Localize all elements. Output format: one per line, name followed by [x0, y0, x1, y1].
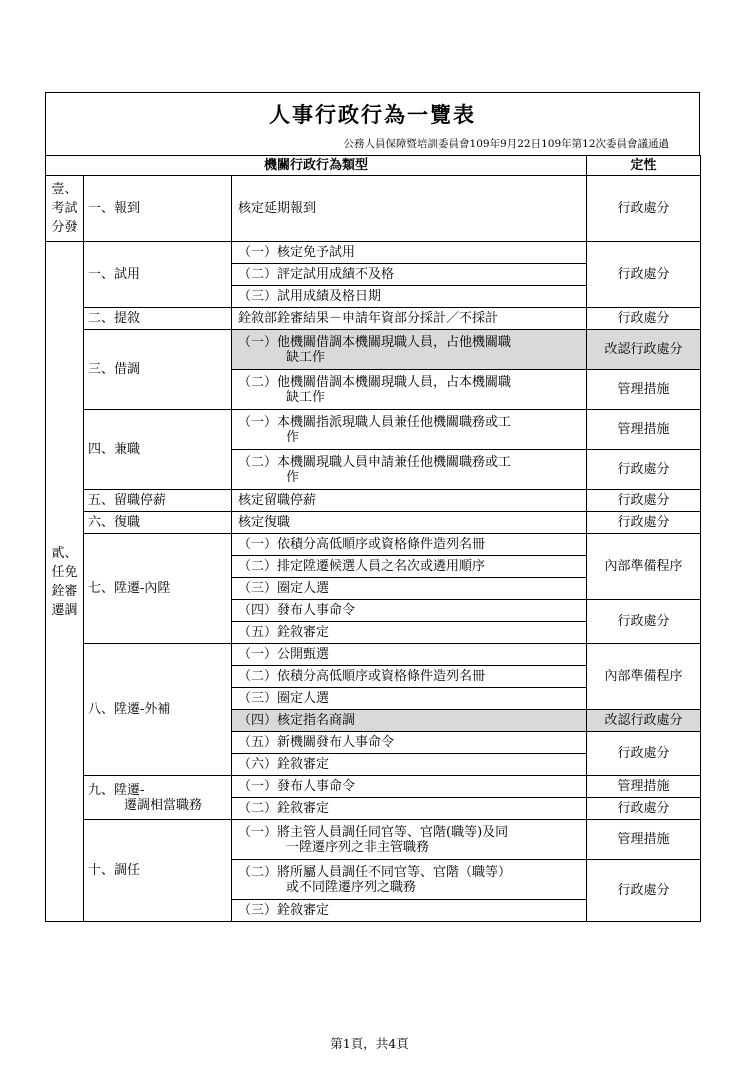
action-text: （一）公開甄選 — [238, 647, 330, 662]
table-header-row — [46, 156, 701, 176]
nature-cell: 行政處分 — [587, 512, 701, 534]
action-text: 核定延期報到 — [238, 201, 317, 216]
subcategory-label: 二、提敘 — [88, 311, 141, 326]
action-cell — [232, 410, 587, 450]
action-cell — [232, 286, 587, 308]
header-type: 機關行政行為類型 — [46, 156, 587, 176]
category-label: 壹、 — [51, 182, 78, 197]
nature-cell: 管理措施 — [587, 370, 701, 410]
action-cell — [232, 578, 587, 600]
action-text: （三）試用成績及格日期 — [238, 289, 382, 304]
table-row — [46, 308, 701, 330]
category-label: 貳、 — [51, 545, 78, 561]
subcategory-cell — [84, 820, 232, 922]
action-cell — [232, 370, 587, 410]
nature-cell: 行政處分 — [587, 490, 701, 512]
admin-actions-table — [45, 155, 701, 922]
action-text: （一）發布人事命令 — [238, 779, 356, 794]
nature-cell: 行政處分 — [587, 308, 701, 330]
action-text-cont: 作 — [286, 469, 300, 485]
nature-cell: 管理措施 — [587, 410, 701, 450]
action-cell — [232, 798, 587, 820]
action-cell — [232, 900, 587, 922]
nature-cell: 行政處分 — [587, 242, 701, 308]
category-label: 遷調 — [51, 602, 78, 618]
document-sheet — [45, 92, 700, 922]
action-text: （四）核定指名商調 — [238, 713, 356, 728]
action-text: （三）銓敘審定 — [238, 903, 330, 918]
title-box — [45, 92, 700, 155]
action-cell — [232, 666, 587, 688]
action-cell — [232, 776, 587, 798]
action-text: （五）新機關發布人事命令 — [238, 735, 395, 750]
action-text: （二）排定陞遷候選人員之名次或遴用順序 — [238, 559, 486, 574]
nature-cell: 行政處分 — [587, 798, 701, 820]
subcategory-cell — [84, 410, 232, 490]
action-cell — [232, 264, 587, 286]
category-label: 分發 — [51, 220, 78, 235]
table-row — [46, 410, 701, 450]
action-cell — [232, 732, 587, 754]
table-row — [46, 820, 701, 860]
category-label: 任免 — [51, 564, 78, 580]
action-text: （一）依積分高低順序或資格條件造列名冊 — [238, 537, 486, 552]
subcategory-label: 七、陞遷-內陞 — [88, 581, 171, 596]
table-row — [46, 512, 701, 534]
action-cell — [232, 242, 587, 264]
page-subtitle: 公務人員保障暨培訓委員會109年9月22日109年第12次委員會議通過 — [343, 138, 669, 150]
action-cell — [232, 490, 587, 512]
action-text-cont: 缺工作 — [286, 349, 326, 365]
subcategory-cell — [84, 330, 232, 410]
action-cell — [232, 688, 587, 710]
subcategory-label: 九、陞遷- — [88, 782, 145, 798]
action-text: （六）銓敘審定 — [238, 757, 330, 772]
action-text: 核定留職停薪 — [238, 493, 317, 508]
action-text: （二）他機關借調本機關現職人員，占本機關職 — [238, 374, 512, 390]
nature-cell: 管理措施 — [587, 776, 701, 798]
action-text: （四）發布人事命令 — [238, 603, 356, 618]
action-cell — [232, 644, 587, 666]
table-row — [46, 490, 701, 512]
category-label: 考試 — [51, 201, 78, 216]
subcategory-cell — [84, 644, 232, 776]
header-nature: 定性 — [587, 156, 701, 176]
table-row — [46, 644, 701, 666]
action-text-cont: 或不同陞遷序列之職務 — [286, 879, 417, 895]
action-cell — [232, 512, 587, 534]
subcategory-label: 四、兼職 — [88, 442, 141, 457]
action-text-cont: 一陞遷序列之非主管職務 — [286, 839, 430, 855]
category-label: 銓審 — [51, 583, 78, 599]
action-cell — [232, 556, 587, 578]
subcategory-label: 八、陞遷-外補 — [88, 702, 171, 717]
subcategory-cell — [84, 176, 232, 242]
action-cell — [232, 534, 587, 556]
action-text: （二）依積分高低順序或資格條件造列名冊 — [238, 669, 486, 684]
table-row — [46, 176, 701, 242]
action-text: （二）將所屬人員調任不同官等、官階（職等） — [238, 864, 512, 880]
nature-cell: 改認行政處分 — [587, 330, 701, 370]
action-text: （二）評定試用成績不及格 — [238, 267, 395, 282]
nature-cell: 行政處分 — [587, 176, 701, 242]
action-text: （一）將主管人員調任同官等、官階(職等)及同 — [238, 824, 509, 840]
subcategory-cell — [84, 534, 232, 644]
action-text: （二）銓敘審定 — [238, 801, 330, 816]
subcategory-label: 六、復職 — [88, 515, 141, 530]
table-row — [46, 242, 701, 264]
subcategory-cell — [84, 308, 232, 330]
nature-cell: 內部準備程序 — [587, 644, 701, 710]
nature-cell: 行政處分 — [587, 600, 701, 644]
subcategory-cell — [84, 490, 232, 512]
subcategory-cell — [84, 776, 232, 820]
subcategory-label: 五、留職停薪 — [88, 493, 167, 508]
table-row — [46, 330, 701, 370]
action-text: （一）核定免予試用 — [238, 245, 356, 260]
action-cell — [232, 176, 587, 242]
nature-cell: 行政處分 — [587, 450, 701, 490]
page-number: 第1頁，共4頁 — [330, 1036, 409, 1051]
nature-cell: 內部準備程序 — [587, 534, 701, 600]
action-text: （一）他機關借調本機關現職人員，占他機關職 — [238, 334, 512, 350]
table-row — [46, 534, 701, 556]
category-cell — [46, 242, 84, 922]
action-cell — [232, 710, 587, 732]
action-text: （五）銓敘審定 — [238, 625, 330, 640]
action-text-cont: 作 — [286, 429, 300, 445]
action-text: （一）本機關指派現職人員兼任他機關職務或工 — [238, 414, 512, 430]
nature-cell: 行政處分 — [587, 860, 701, 922]
nature-cell: 改認行政處分 — [587, 710, 701, 732]
action-cell — [232, 308, 587, 330]
action-cell — [232, 860, 587, 900]
nature-cell: 行政處分 — [587, 732, 701, 776]
action-text-cont: 缺工作 — [286, 389, 326, 405]
subcategory-label: 三、借調 — [88, 362, 141, 377]
action-text: （三）圈定人選 — [238, 691, 330, 706]
action-cell — [232, 754, 587, 776]
action-text: （三）圈定人選 — [238, 581, 330, 596]
action-text: 核定復職 — [238, 515, 291, 530]
subcategory-label: 一、試用 — [88, 267, 141, 282]
subcategory-cell — [84, 512, 232, 534]
table-row — [46, 776, 701, 798]
subcategory-label: 十、調任 — [88, 863, 141, 878]
nature-cell: 管理措施 — [587, 820, 701, 860]
action-text: （二）本機關現職人員申請兼任他機關職務或工 — [238, 454, 512, 470]
action-cell — [232, 600, 587, 622]
subcategory-label-cont: 遷調相當職務 — [124, 797, 203, 813]
subcategory-label: 一、報到 — [88, 201, 141, 216]
action-text: 銓敘部銓審結果－申請年資部分採計／不採計 — [238, 311, 499, 326]
action-cell — [232, 820, 587, 860]
category-cell — [46, 176, 84, 242]
page-title: 人事行政行為一覽表 — [269, 102, 476, 127]
subcategory-cell — [84, 242, 232, 308]
action-cell — [232, 622, 587, 644]
action-cell — [232, 330, 587, 370]
action-cell — [232, 450, 587, 490]
